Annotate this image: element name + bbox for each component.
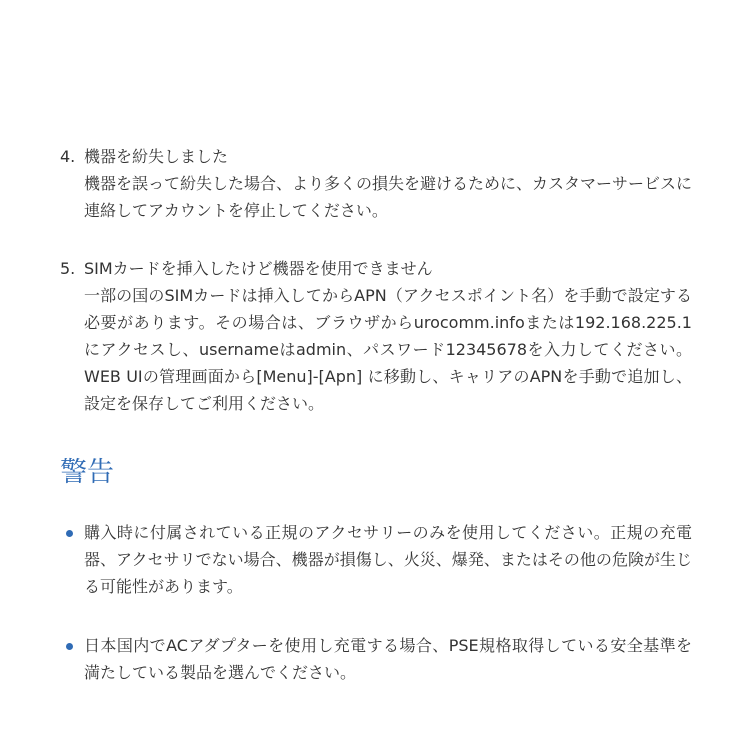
warning-item [66, 519, 696, 600]
warning-heading: 警告 [60, 457, 114, 488]
warning-item-text: 日本国内でACアダプターを使用し充電する場合、PSE規格取得している安全基準を満たしている製品を選んでください。 [84, 636, 692, 682]
faq-item-number: 4. [60, 147, 76, 166]
faq-item-number: 5. [60, 259, 76, 278]
faq-item-heading: 機器を紛失しました [84, 147, 229, 166]
bullet-dot-icon [66, 530, 73, 537]
faq-item-answer: 機器を誤って紛失した場合、より多くの損失を避けるために、カスタマーサービスに連絡してアカウントを停止してください。 [84, 174, 693, 220]
warning-item-text: 購入時に付属されている正規のアクセサリーのみを使用してください。正規の充電器、アクセサリでない場合、機器が損傷し、火災、爆発、またはその他の危険が生じる可能性があります。 [84, 523, 692, 596]
faq-item-heading: SIMカードを挿入したけど機器を使用できません [84, 259, 433, 278]
faq-item-answer: 一部の国のSIMカードは挿入してからAPN（アクセスポイント名）を手動で設定する必要があります。その場合は、ブラウザからurocomm.infoまたは192.168.225.1にアクセスし、usernameはadmin、パスワード12345678を入力してください。WEB UIの管理画面から[Menu]-[Apn] に移動し、キャリアのAPNを手動で追加し、設定を保存してご利用ください。 [84, 286, 692, 413]
warning-item [66, 632, 696, 686]
faq-item-lost-device [60, 143, 700, 224]
faq-item-sim-card [60, 255, 700, 417]
bullet-dot-icon [66, 643, 73, 650]
faq-item-title [60, 143, 700, 170]
faq-item-title [60, 255, 700, 282]
